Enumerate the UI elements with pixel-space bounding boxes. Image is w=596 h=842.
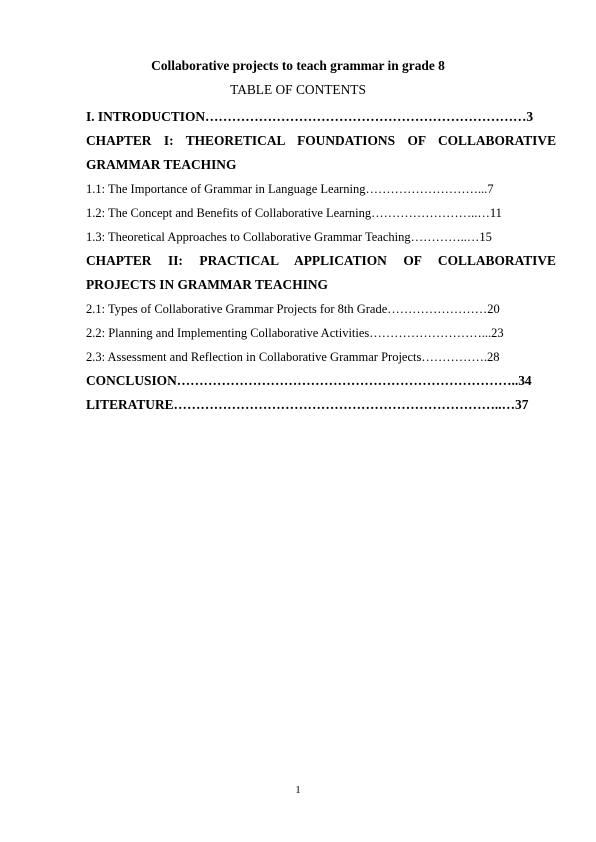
toc-entry-literature[interactable]: LITERATURE………………………………………………………………..…37 — [86, 397, 529, 412]
page-number: 1 — [295, 784, 301, 796]
toc-entry-1-3[interactable]: 1.3: Theoretical Approaches to Collaborative Grammar Teaching…………..…15 — [86, 230, 492, 244]
toc-chapter-1-heading-cont[interactable]: GRAMMAR TEACHING — [86, 157, 237, 172]
toc-chapter-2-heading[interactable]: CHAPTER II: PRACTICAL APPLICATION OF COLLABORATIVE — [86, 253, 556, 268]
toc-entry-1-2[interactable]: 1.2: The Concept and Benefits of Collaborative Learning……………………..…11 — [86, 206, 502, 220]
toc-entry-2-2[interactable]: 2.2: Planning and Implementing Collaborative Activities………………………...23 — [86, 326, 504, 340]
table-of-contents — [86, 105, 556, 417]
toc-entry-2-1[interactable]: 2.1: Types of Collaborative Grammar Projects for 8th Grade……………………20 — [86, 302, 500, 316]
toc-entry-2-3[interactable]: 2.3: Assessment and Reflection in Collaborative Grammar Projects…………….28 — [86, 350, 500, 364]
toc-entry-conclusion[interactable]: CONCLUSION…………………………………………………………………..34 — [86, 373, 532, 388]
document-title: Collaborative projects to teach grammar in grade 8 — [151, 58, 445, 73]
toc-entry-introduction[interactable]: I. INTRODUCTION………………………………………………………………3 — [86, 109, 534, 124]
toc-chapter-2-heading-cont[interactable]: PROJECTS IN GRAMMAR TEACHING — [86, 277, 328, 292]
toc-chapter-1-heading[interactable]: CHAPTER I: THEORETICAL FOUNDATIONS OF COLLABORATIVE — [86, 133, 556, 148]
toc-entry-1-1[interactable]: 1.1: The Importance of Grammar in Language Learning………………………...7 — [86, 182, 494, 196]
toc-heading: TABLE OF CONTENTS — [230, 82, 366, 97]
